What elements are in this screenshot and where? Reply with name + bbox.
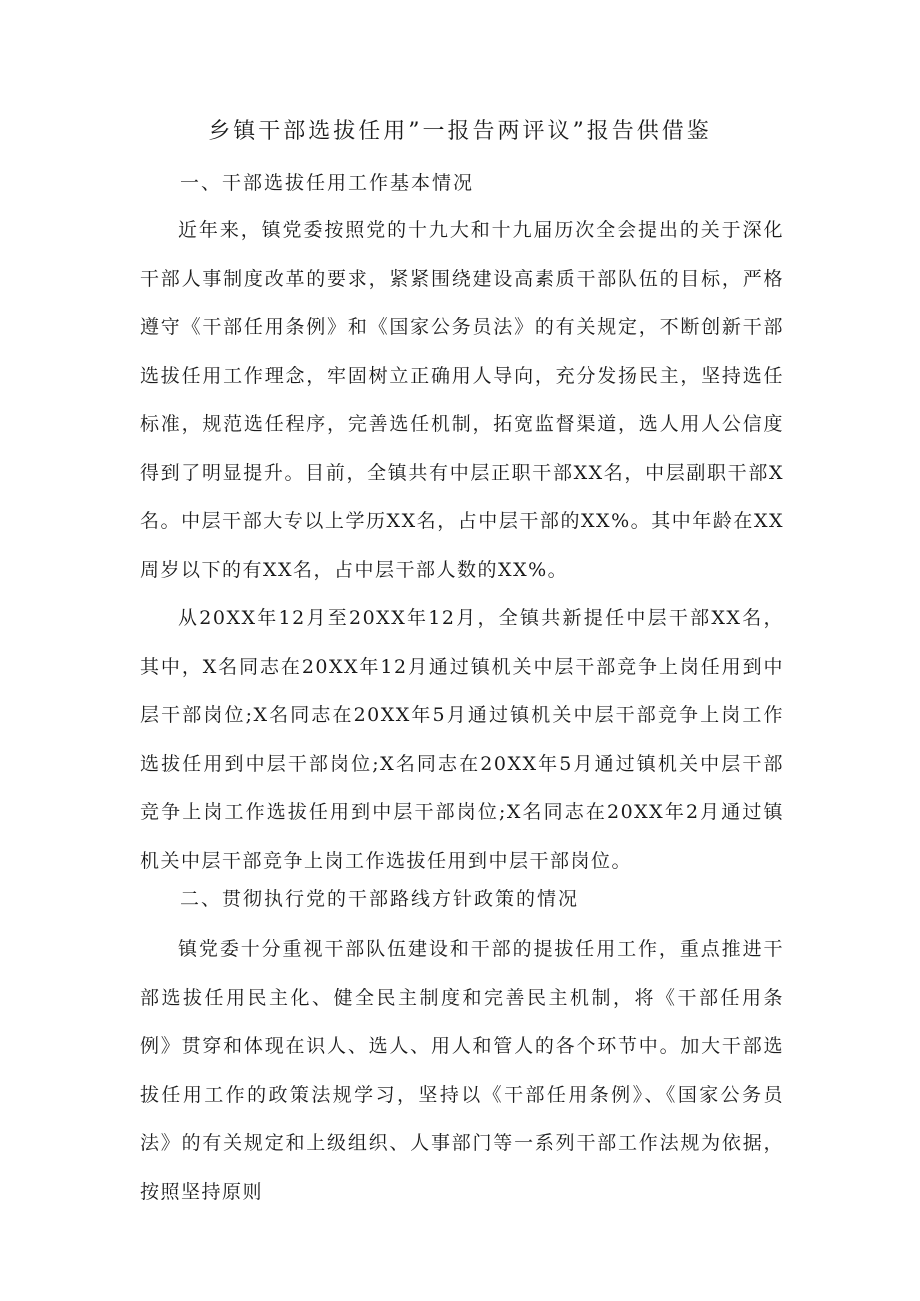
section-1-paragraph-2: 从20XX年12月至20XX年12月，全镇共新提任中层干部XX名，其中，X名同志在20XX年12月通过镇机关中层干部竞争上岗任用到中层干部岗位;X名同志在20XX年5月通过镇机关中层干部竞争上岗工作选拔任用到中层干部岗位;X名同志在20XX年5月通过镇机关中层干部竞争上岗工作选拔任用到中层干部岗位;X名同志在20XX年2月通过镇机关中层干部竞争上岗工作选拔任用到中层干部岗位。 [140,607,784,872]
section-2-paragraph-1: 镇党委十分重视干部队伍建设和干部的提拔任用工作，重点推进干部选拔任用民主化、健全民主制度和完善民主机制，将《干部任用条例》贯穿和体现在识人、选人、用人和管人的各个环节中。加大干部选拔任用工作的政策法规学习，坚持以《干部任用条例》、《国家公务员法》的有关规定和上级组织、人事部门等一系列干部工作法规为依据，按照坚持原则 [140,938,784,1203]
section-1-paragraph-1: 近年来，镇党委按照党的十九大和十九届历次全会提出的关于深化干部人事制度改革的要求，紧紧围绕建设高素质干部队伍的目标，严格遵守《干部任用条例》和《国家公务员法》的有关规定，不断创新干部选拔任用工作理念，牢固树立正确用人导向，充分发扬民主，坚持选任标准，规范选任程序，完善选任机制，拓宽监督渠道，选人用人公信度得到了明显提升。目前，全镇共有中层正职干部XX名，中层副职干部X名。中层干部大专以上学历XX名，占中层干部的XX%。其中年龄在XX周岁以下的有XX名，占中层干部人数的XX%。 [140,219,784,581]
section-heading-2: 二、贯彻执行党的干部路线方针政策的情况 [180,888,580,910]
document-title: 乡镇干部选拔任用”一报告两评议”报告供借鉴 [208,119,712,144]
section-heading-1: 一、干部选拔任用工作基本情况 [180,172,475,194]
